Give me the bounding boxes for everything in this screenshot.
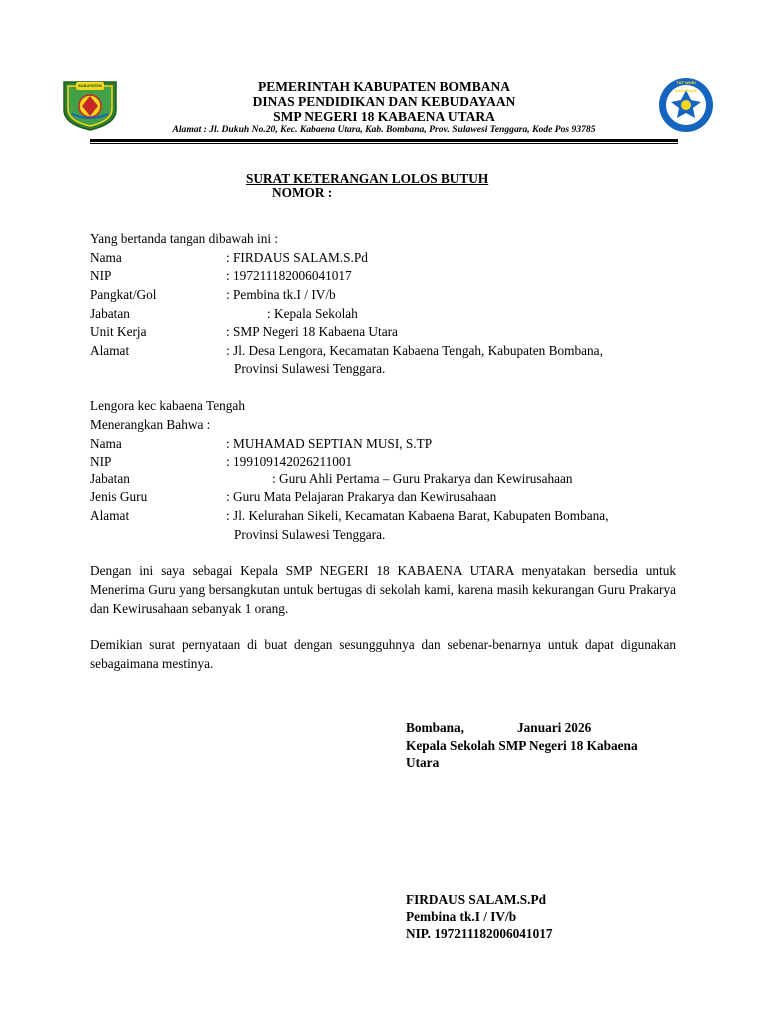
signature-place: Bombana, — [406, 720, 465, 735]
field-value: : Kepala Sekolah — [267, 306, 358, 321]
place-line: Lengora kec kabaena Tengah — [90, 398, 245, 413]
field-value: : SMP Negeri 18 Kabaena Utara — [226, 324, 398, 339]
field-value: : Jl. Desa Lengora, Kecamatan Kabaena Tengah, Kabupaten Bombana, — [226, 343, 603, 358]
header-address: Alamat : Jl. Dukuh No.20, Kec. Kabaena Utara, Kab. Bombana, Prov. Sulawesi Tenggara, Kode Pos 93785 — [172, 124, 596, 135]
signatory-nip: NIP. 197211182006041017 — [406, 926, 553, 941]
signer-row-jabatan — [90, 305, 690, 323]
letter-number: NOMOR : — [272, 185, 333, 200]
signer-row-nama — [90, 249, 690, 267]
closing-paragraph: Demikian surat pernyataan di buat dengan sesungguhnya dan sebenar-benarnya untuk dapat digunakan sebagaimana mestinya. — [90, 637, 676, 671]
letter-title: SURAT KETERANGAN LOLOS BUTUH — [246, 171, 489, 186]
signer-row-unit-kerja — [90, 323, 690, 341]
signer-address-continued: Provinsi Sulawesi Tenggara. — [234, 361, 386, 376]
field-label: Nama — [90, 436, 122, 451]
declaration-label: Menerangkan Bahwa : — [90, 417, 211, 432]
subject-row-nip — [90, 453, 690, 471]
subject-row-jabatan — [90, 470, 690, 488]
signer-row-pangkat — [90, 286, 690, 304]
header-department: DINAS PENDIDIKAN DAN KEBUDAYAAN — [252, 94, 516, 109]
signer-row-nip — [90, 267, 690, 285]
field-label: Jabatan — [90, 306, 130, 321]
field-value: : Guru Mata Pelajaran Prakarya dan Kewirusahaan — [226, 489, 497, 504]
signature-position-cont: Utara — [406, 755, 440, 770]
field-label: Jabatan — [90, 471, 130, 486]
statement-paragraph: Dengan ini saya sebagai Kepala SMP NEGERI 18 KABAENA UTARA menyatakan bersedia untuk Menerima Guru yang bersangkutan untuk bertugas di sekolah kami, karena masih kekurangan Guru Prakarya dan Kewirusahaan sebanyak 1 orang. — [90, 563, 676, 616]
header-divider-thick — [90, 139, 678, 142]
field-label: Jenis Guru — [90, 489, 148, 504]
right-logo-text: TUT WURI HANDAYANI — [674, 81, 698, 93]
signatory-rank: Pembina tk.I / IV/b — [406, 909, 517, 924]
intro-text: Yang bertanda tangan dibawah ini : — [90, 231, 279, 246]
subject-row-alamat — [90, 507, 690, 525]
field-value: : Guru Ahli Pertama – Guru Prakarya dan Kewirusahaan — [272, 471, 573, 486]
signature-date: Januari 2026 — [517, 720, 592, 735]
field-label: NIP — [90, 268, 112, 283]
header-government: PEMERINTAH KABUPATEN BOMBANA — [257, 79, 510, 94]
subject-row-jenis-guru — [90, 488, 690, 506]
field-value: : MUHAMAD SEPTIAN MUSI, S.TP — [226, 436, 433, 451]
header-school: SMP NEGERI 18 KABAENA UTARA — [273, 109, 495, 124]
signatory-name: FIRDAUS SALAM.S.Pd — [406, 892, 547, 907]
field-value: : Jl. Kelurahan Sikeli, Kecamatan Kabaena Barat, Kabupaten Bombana, — [226, 508, 609, 523]
field-label: Pangkat/Gol — [90, 287, 157, 302]
field-value: : 197211182006041017 — [226, 268, 352, 283]
field-value: : Pembina tk.I / IV/b — [226, 287, 336, 302]
field-label: Nama — [90, 250, 122, 265]
left-logo-text: KABUPATEN — [78, 84, 102, 88]
signature-position: Kepala Sekolah SMP Negeri 18 Kabaena — [406, 738, 638, 753]
field-label: Alamat — [90, 343, 130, 358]
field-label: Unit Kerja — [90, 324, 147, 339]
subject-row-nama — [90, 435, 690, 453]
field-label: Alamat — [90, 508, 130, 523]
signer-row-alamat — [90, 342, 690, 360]
field-label: NIP — [90, 454, 112, 469]
subject-address-continued: Provinsi Sulawesi Tenggara. — [234, 527, 386, 542]
header-divider-thin — [90, 143, 678, 144]
field-value: : 199109142026211001 — [226, 454, 353, 469]
field-value: : FIRDAUS SALAM.S.Pd — [226, 250, 368, 265]
